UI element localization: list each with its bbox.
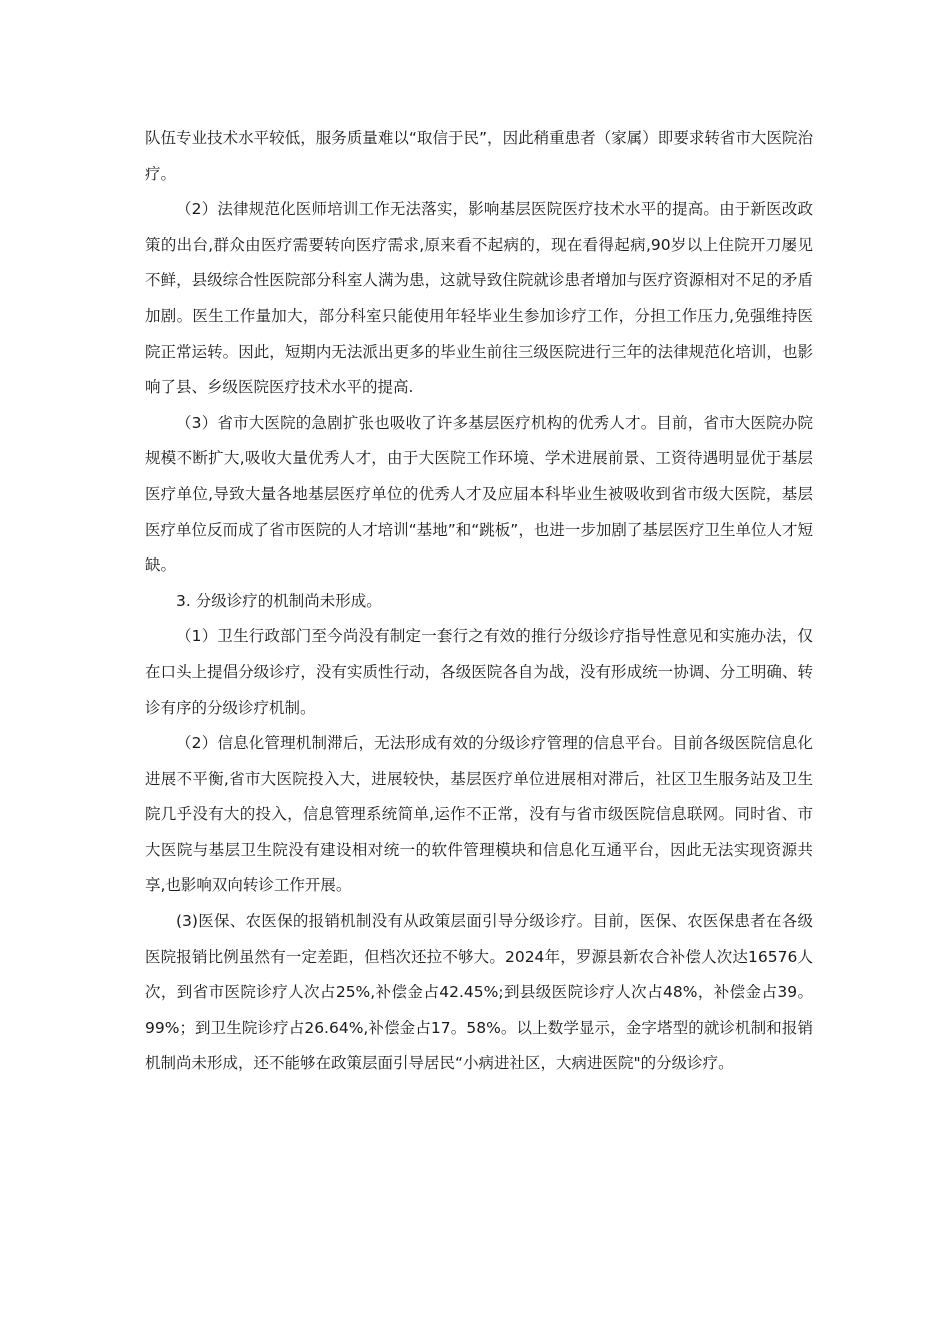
document-body [145, 121, 813, 1082]
section-heading-3: 3. 分级诊疗的机制尚未形成。 [176, 591, 382, 610]
paragraph-3: （3）省市大医院的急剧扩张也吸收了许多基层医疗机构的优秀人才。目前，省市大医院办院规模不断扩大,吸收大量优秀人才，由于大医院工作环境、学术进展前景、工资待遇明显优于基层医疗单位,导致大量各地基层医疗单位的优秀人才及应届本科毕业生被吸收到省市级大医院，基层医疗单位反而成了省市医院的人才培训“基地”和“跳板”，也进一步加剧了基层医疗卫生单位人才短缺。 [145, 413, 813, 575]
paragraph-1: 队伍专业技术水平较低，服务质量难以“取信于民”，因此稍重患者（家属）即要求转省市大医院治疗。 [145, 129, 813, 183]
paragraph-6: (3)医保、农医保的报销机制没有从政策层面引导分级诊疗。目前，医保、农医保患者在各级医院报销比例虽然有一定差距，但档次还拉不够大。2024年，罗源县新农合补偿人次达16576人次，到省市医院诊疗人次占25%,补偿金占42.45%;到县级医院诊疗人次占48%，补偿金占39。99%；到卫生院诊疗占26.64%,补偿金占17。58%。以上数学显示，金字塔型的就诊机制和报销机制尚未形成，还不能够在政策层面引导居民“小病进社区，大病进医院"的分级诊疗。 [145, 912, 813, 1073]
paragraph-5: （2）信息化管理机制滞后，无法形成有效的分级诊疗管理的信息平台。目前各级医院信息化进展不平衡,省市大医院投入大，进展较快，基层医疗单位进展相对滞后，社区卫生服务站及卫生院几乎没有大的投入，信息管理系统简单,运作不正常，没有与省市级医院信息联网。同时省、市大医院与基层卫生院没有建设相对统一的软件管理模块和信息化互通平台，因此无法实现资源共享,也影响双向转诊工作开展。 [145, 734, 813, 895]
paragraph-4: （1）卫生行政部门至今尚没有制定一套行之有效的推行分级诊疗指导性意见和实施办法，仅在口头上提倡分级诊疗，没有实质性行动，各级医院各自为战，没有形成统一协调、分工明确、转诊有序的分级诊疗机制。 [145, 627, 813, 717]
paragraph-2: （2）法律规范化医师培训工作无法落实，影响基层医院医疗技术水平的提高。由于新医改政策的出台,群众由医疗需要转向医疗需求,原来看不起病的，现在看得起病,90岁以上住院开刀屡见不鲜，县级综合性医院部分科室人满为患，这就导致住院就诊患者增加与医疗资源相对不足的矛盾加剧。医生工作量加大，部分科室只能使用年轻毕业生参加诊疗工作，分担工作压力,免强维持医院正常运转。因此，短期内无法派出更多的毕业生前往三级医院进行三年的法律规范化培训，也影响了县、乡级医院医疗技术水平的提高. [145, 200, 813, 397]
